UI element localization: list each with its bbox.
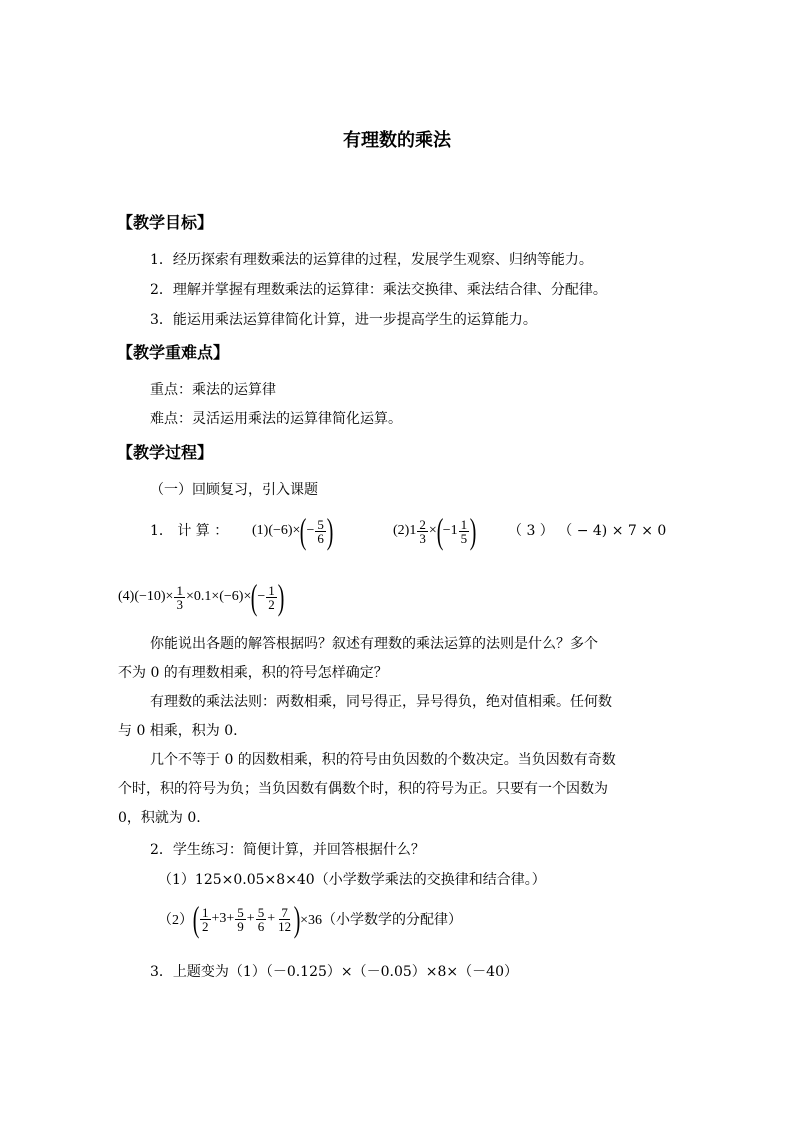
calc-1-fraction (315, 518, 326, 545)
calc-4-mid: ×0.1×(−6)× (185, 589, 252, 604)
calc-4-n1: 1 (176, 582, 183, 598)
exercise-2-label: （2） (158, 913, 193, 928)
calc-4-d2: 2 (268, 596, 275, 612)
ex2-t2: +3+ (211, 911, 235, 926)
calc-4-prefix: (4)(−10)× (118, 589, 174, 604)
sign-line-3: 0，积就为 0. (118, 810, 201, 826)
heading-process: 【教学过程】 (117, 443, 214, 462)
variant-line: 3．上题变为（1）（－0.125）×（－0.05）×8×（－40） (150, 964, 518, 980)
heading-keypoints: 【教学重难点】 (117, 343, 230, 362)
heading-goals: 【教学目标】 (117, 213, 214, 232)
rule-line-1: 有理数的乘法法则：两数相乘，同号得正，异号得负，绝对值相乘。任何数 (150, 694, 612, 710)
calc-2-num2: 1 (460, 516, 468, 532)
calc-2-whole1: 1 (409, 523, 417, 538)
calc-1-prefix: (1)(−6)× (252, 523, 301, 538)
practice-heading: 2．学生练习：简便计算，并回答根据什么？ (150, 842, 425, 858)
calc-2-num1: 2 (419, 516, 426, 532)
goal-item-2: 2．理解并掌握有理数乘法的运算律：乘法交换律、乘法结合律、分配律。 (150, 282, 607, 298)
focus-text: 重点：乘法的运算律 (150, 382, 276, 398)
calc-2-whole2: −1 (442, 523, 458, 538)
ex2-d4: 6 (257, 918, 265, 934)
ex2-d3: 9 (237, 918, 244, 934)
calc-2-den1: 3 (419, 530, 426, 546)
ex2-d5: 12 (278, 918, 292, 934)
sign-line-2: 个时，积的符号为负；当负因数有偶数个时，积的符号为正。只要有一个因数为 (118, 781, 608, 797)
rule-line-2: 与 0 相乘，积为 0. (118, 723, 238, 739)
calc-1-num: 5 (317, 516, 324, 532)
ex2-d1: 2 (202, 918, 209, 934)
calc-2: (2) 1 $\frac{2}{3}$ × ( −1 $\frac{1}{5}$ ) (393, 511, 477, 551)
part1-heading: （一）回顾复习，引入课题 (150, 482, 318, 498)
goal-item-3: 3．能运用乘法运算律简化计算，进一步提高学生的运算能力。 (150, 312, 537, 328)
calc-3: （ 3 ） （ − 4) × 7 × 0 (508, 523, 667, 539)
calc-2-prefix: (2) (393, 523, 410, 538)
para-question-1: 你能说出各题的解答根据吗？叙述有理数的乘法运算的法则是什么？多个 (150, 636, 598, 652)
ex2-n3: 5 (237, 904, 244, 920)
ex2-n1: 1 (202, 904, 209, 920)
calc-4-n2: 1 (268, 582, 275, 598)
sign-line-1: 几个不等于 0 的因数相乘，积的符号由负因数的个数决定。当负因数有奇数 (150, 752, 616, 768)
calc-1-den: 6 (317, 530, 324, 546)
calc-label: 1． 计 算 ： (150, 523, 229, 539)
calc-1: (1)(−6)× ( − $\frac{5}{6}$ ) (252, 511, 334, 551)
calc-2-den2: 5 (460, 530, 468, 546)
calc-4: (4)(−10)× $\frac{1}{3}$ ×0.1×(−6)× ( − $\frac{1}{2}$ ) (118, 577, 285, 617)
ex2-n4: 5 (257, 904, 265, 920)
para-question-2: 不为 0 的有理数相乘，积的符号怎样确定？ (118, 665, 388, 681)
exercise-2: （2） ( $\frac{1}{2}$ +3+ $\frac{5}{9}$ + $\frac{5}{6}$ + $\frac{7}{12}$ ) ×36（小学数学的分配律） (158, 899, 463, 939)
exercise-1: （1）125×0.05×8×40（小学数学乘法的交换律和结合律。） (158, 872, 546, 888)
calc-4-d1: 3 (176, 596, 183, 612)
goal-item-1: 1．经历探索有理数乘法的运算律的过程，发展学生观察、归纳等能力。 (150, 252, 593, 268)
page-title: 有理数的乘法 (343, 130, 451, 151)
ex2-tail: ×36（小学数学的分配律） (300, 913, 463, 928)
difficulty-text: 难点：灵活运用乘法的运算律简化运算。 (150, 411, 402, 427)
ex2-n5: 7 (281, 904, 288, 920)
